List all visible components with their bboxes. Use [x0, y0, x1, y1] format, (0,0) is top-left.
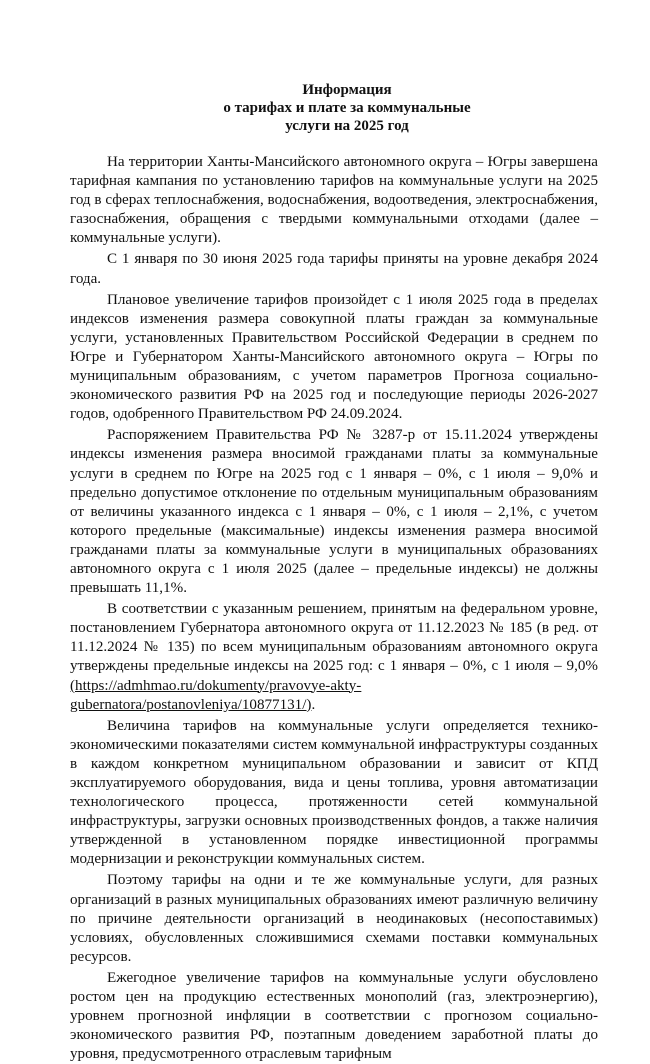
paragraph-tariff-differences: Поэтому тарифы на одни и те же коммунальные услуги, для разных организаций в разных муниципальных образованиях имеют различную величину по причине деятельности организаций в неодинаковых (несопоставимых) условиях, обусловленных сложившимися схемами поставки коммунальных ресурсов. — [70, 872, 598, 965]
title-line-3: услуги на 2025 год — [285, 118, 409, 134]
paragraph-governor-decree — [70, 600, 598, 715]
paragraph-intro: На территории Ханты-Мансийского автономного округа – Югры завершена тарифная кампания по установлению тарифов на коммунальные услуги на 2025 год в сферах теплоснабжения, водоснабжения, водоотведения, электроснабжения, газоснабжения, обращения с твердыми коммунальными отходами (далее – коммунальные услуги). — [70, 154, 598, 247]
paragraph-tariff-factors: Величина тарифов на коммунальные услуги определяется технико-экономическими показателями систем коммунальной инфраструктуры созданных в каждом конкретном муниципальном образовании и зависит от КПД эксплуатируемого оборудования, вида и цены топлива, уровня автоматизации технологического процесса, протяженности сетей коммунальной инфраструктуры, загрузки основных производственных фондов, а также наличия утвержденной в установленном порядке инвестиционной программы модернизации и реконструкции коммунальных систем. — [70, 717, 598, 868]
paragraph-january-tariffs: С 1 января по 30 июня 2025 года тарифы приняты на уровне декабря 2024 года. — [70, 251, 598, 287]
paragraph-annual-increase: Ежегодное увеличение тарифов на коммунальные услуги обусловлено ростом цен на продукцию естественных монополий (газ, электроэнергию), уровнем прогнозной инфляции в соответствии с прогнозом социально-экономического развития РФ, поэтапным доведением заработной платы до уровня, предусмотренного отраслевым тарифным — [70, 969, 598, 1063]
document-title — [0, 81, 650, 135]
decree-text: В соответствии с указанным решением, принятым на федеральном уровне, постановлением Губернатора автономного округа от 11.12.2023 № 185 (в ред. от 11.12.2024 № 135) по всем муниципальным образованиям автономного округа утверждены предельные индексы на 2025 год: с 1 января – 0%, с 1 июля – 9,0% — [70, 601, 598, 675]
paragraph-government-order: Распоряжением Правительства РФ № 3287-р от 15.11.2024 утверждены индексы изменения размера вносимой гражданами платы за коммунальные услуги в среднем по Югре на 2025 год с 1 января – 0%, с 1 июля – 9,0% и предельно допустимое отклонение по отдельным муниципальным образованиям от величины указанного индекса с 1 января – 0%, с 1 июля – 2,1%, с учетом которого предельные (максимальные) индексы изменения размера вносимой гражданами платы за коммунальные услуги в муниципальных образованиях автономного округа с 1 июля 2025 (далее – предельные индексы) не должны превышать 11,1%. — [70, 427, 598, 597]
document-body — [70, 153, 598, 1064]
title-line-2: о тарифах и плате за коммунальные — [223, 100, 471, 116]
paragraph-planned-increase: Плановое увеличение тарифов произойдет с 1 июля 2025 года в пределах индексов изменения размера совокупной платы граждан за коммунальные услуги, установленных Правительством Российской Федерации в среднем по Югре и Губернатором Ханты-Мансийского автономного округа – Югры по муниципальным образованиям, с учетом параметров Прогноза социально-экономического развития РФ на 2025 год и последующие периоды 2026-2027 годов, одобренного Правительством РФ 24.09.2024. — [70, 291, 598, 423]
decree-tail: . — [311, 696, 316, 713]
decree-link[interactable]: (https://admhmao.ru/dokumenty/pravovye-akty-gubernatora/postanovleniya/10877131/) — [70, 677, 362, 713]
title-line-1: Информация — [302, 82, 392, 98]
